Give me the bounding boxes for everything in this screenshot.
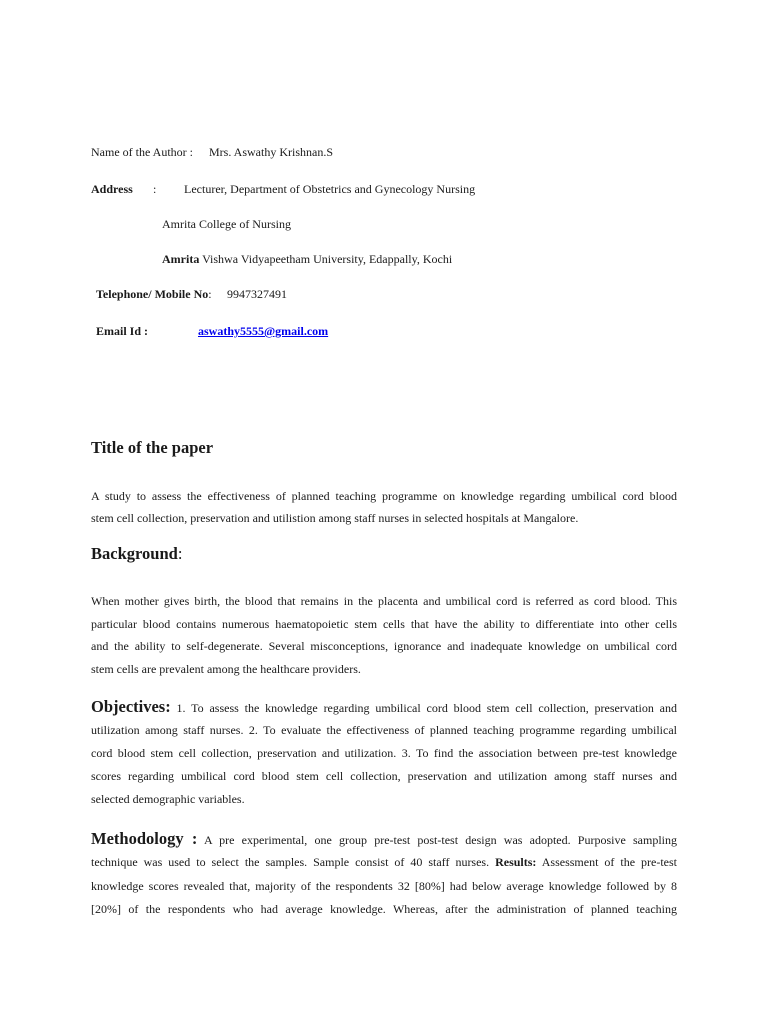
objectives-first-text: 1. To assess the knowledge regarding umbilical cord blood stem cell collection, preservation and [170,701,677,715]
address-line-2: Amrita College of Nursing [162,217,291,231]
methodology-paragraph [91,828,677,922]
address-line-3 [162,252,452,266]
email-link[interactable]: aswathy5555@gmail.com [198,324,329,338]
methodology-line-2-a: technique was used to select the samples. Sample consist of 40 staff nurses. [91,855,496,869]
background-heading [91,544,182,564]
paragraph-line: and the ability to self-degenerate. Several misconceptions, ignorance and inadequate knowledge on umbilical cord [91,639,677,653]
title-heading: Title of the paper [91,438,214,457]
address-colon: : [153,182,157,196]
methodology-first-line [91,828,677,851]
telephone-value: 9947327491 [227,287,287,301]
author-row [91,145,193,159]
background-heading-text: Background [91,544,178,563]
paragraph-line: selected demographic variables. [91,792,245,806]
methodology-line-2-b: Assessment of the pre-test [536,855,677,869]
methodology-first-text: A pre experimental, one group pre-test post-test design was adopted. Purposive sampling [197,833,678,847]
email-label: Email Id : [96,324,149,338]
background-paragraph [91,590,677,680]
paragraph-line: utilization among staff nurses. 2. To evaluate the effectiveness of planned teaching programme regarding umbilical [91,723,677,737]
paragraph-line: cord blood stem cell collection, preservation and utilization. 3. To find the association between pre-test knowledge [91,746,677,760]
paragraph-line: scores regarding umbilical cord blood stem cell collection, preservation and utilization among staff nurses and [91,769,677,783]
paragraph-line: A study to assess the effectiveness of planned teaching programme on knowledge regarding umbilical cord blood [91,489,677,503]
author-value: Mrs. Aswathy Krishnan.S [209,145,334,159]
paragraph-line: knowledge scores revealed that, majority of the respondents 32 [80%] had below average knowledge followed by 8 [91,878,677,893]
objectives-paragraph [91,696,677,811]
objectives-first-line [91,696,677,719]
telephone-colon: : [208,287,212,301]
address-line-1: Lecturer, Department of Obstetrics and Gynecology Nursing [184,182,476,196]
paragraph-line: When mother gives birth, the blood that remains in the placenta and umbilical cord is referred as cord blood. This [91,594,677,608]
paragraph-line: stem cell collection, preservation and utilistion among staff nurses in selected hospitals at Mangalore. [91,511,579,525]
address-label: Address [91,182,133,196]
telephone-label: Telephone/ Mobile No [96,287,209,301]
methodology-heading: Methodology [91,829,184,848]
telephone-row [96,287,212,301]
paragraph-line: stem cells are prevalent among the healthcare providers. [91,661,361,676]
objectives-heading: Objectives: [91,697,171,716]
address-line-3-bold: Amrita [162,252,200,266]
paragraph-line: [20%] of the respondents who had average knowledge. Whereas, after the administration of planned teaching [91,902,677,916]
methodology-line-2 [91,851,677,875]
paragraph-line: particular blood contains numerous haematopoietic stem cells that have the ability to differentiate into other cells [91,616,677,631]
background-heading-colon: : [177,544,183,563]
email-row [198,324,328,338]
methodology-colon: : [183,829,198,848]
results-label: Results: [495,855,537,869]
address-line-3-rest: Vishwa Vidyapeetham University, Edappally, Kochi [199,252,453,266]
author-label: Name of the Author : [91,145,193,159]
title-paragraph [91,485,677,529]
